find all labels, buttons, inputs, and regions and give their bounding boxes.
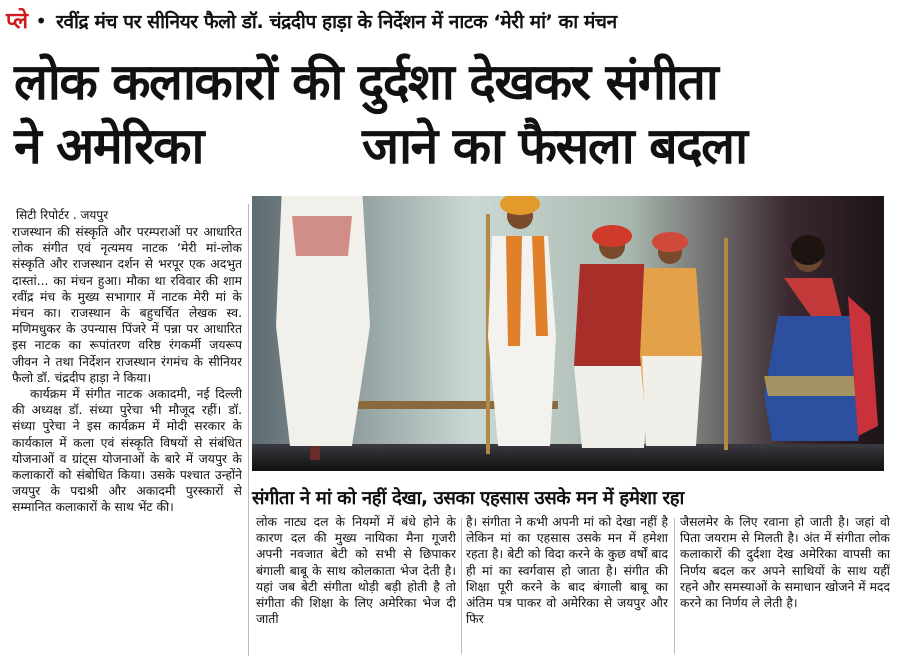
column-divider — [461, 518, 462, 654]
kicker — [6, 4, 895, 38]
lower-column-2 — [466, 514, 668, 656]
byline: सिटी रिपोर्टर . जयपुर — [16, 208, 109, 222]
headline-line-2b: जाने का फैसला बदला — [362, 117, 747, 175]
lower-paragraph-2: है। संगीता ने कभी अपनी मां को देखा नहीं है लेकिन मां का एहसास उसके मन में हमेशा रहता है। बेटी को विदा करने के कुछ वर्षों बाद ही मां का स्वर्गवास हो जाता है। संगीत की शिक्षा पूरी करने के बाद बंगाली बाबू का अंतिम पत्र पाकर वो अमेरिका से जयपुर और फिर — [466, 515, 668, 627]
column-divider — [674, 518, 675, 654]
lower-paragraph-1: लोक नाट्य दल के नियमों में बंधे होने के कारण दल की मुख्य नायिका मैना गूजरी अपनी नवजात बेटी को सभी से छिपाकर बंगाली बाबू के साथ कोलकाता भेज देती है। यहां जब बेटी संगीता थोड़ी बड़ी होती है तो संगीता की शिक्षा के लिए अमेरिका भेज दी जाती — [256, 515, 456, 627]
kicker-label: प्ले — [6, 9, 29, 34]
lower-paragraph-3: जैसलमेर के लिए रवाना हो जाती है। जहां वो पिता जयराम से मिलती है। अंत में संगीता लोक कलाकारों की दुर्दशा देख अमेरिका वापसी का निर्णय बदल कर अपने साथियों के साथ यहीं रहने और समस्याओं के समाधान खोजने में मदद करने का निर्णय ले लेती है। — [680, 515, 890, 611]
stage-photo — [252, 196, 884, 471]
left-paragraph-2: कार्यक्रम में संगीत नाटक अकादमी, नई दिल्ली की अध्यक्ष डॉ. संध्या पुरेचा भी मौजूद रहीं। डॉ. संध्या पुरेचा ने इस कार्यक्रम में मोदी सरकार के कार्यकाल में कला एवं संस्कृति विषयों से संबंधित योजनाओं व ग्रांट्स योजनाओं के बारे में जयपुर के कलाकारों को संबोधित किया। उसके पश्चात उन्होंने जयपुर के पद्मश्री और अकादमी पुरस्कारों से सम्मानित कलाकारों के साथ भेंट की। — [12, 387, 242, 515]
kicker-bullet: • — [35, 9, 47, 33]
headline-line-2a: ने अमेरिका — [14, 117, 204, 175]
stage-photo-image — [252, 196, 884, 471]
column-divider — [248, 204, 249, 656]
headline-line-1: लोक कलाकारों की दुर्दशा देखकर संगीता — [14, 53, 718, 111]
lower-column-3 — [680, 514, 890, 656]
kicker-text: रवींद्र मंच पर सीनियर फैलो डॉ. चंद्रदीप हाड़ा के निर्देशन में नाटक ‘मेरी मां’ का मंचन — [56, 11, 617, 33]
left-column — [12, 224, 242, 656]
lower-column-1 — [256, 514, 456, 656]
subhead: संगीता ने मां को नहीं देखा, उसका एहसास उसके मन में हमेशा रहा — [252, 488, 684, 509]
left-paragraph-1: राजस्थान की संस्कृति और परम्पराओं पर आधारित लोक संगीत एवं नृत्यमय नाटक ‘मेरी मां-लोक संस्कृति और राजस्थान दर्शन से भरपूर एक अदभुत दास्तां... का मंचन हुआ। मौका था रविवार की शाम रवींद्र मंच के मुख्य सभागार में नाटक मेरी मां के मंचन का। राजस्थान के बहुचर्चित लेखक स्व. मणिमधुकर के उपन्यास पिंजरे में पन्ना पर आधारित इस नाटक का रूपांतरण वरिष्ठ रंगकर्मी जयरूप जीवन ने तथा निर्देशन राजस्थान रंगमंच के सीनियर फैलो डॉ. चंद्रदीप हाड़ा ने किया। — [12, 225, 242, 385]
